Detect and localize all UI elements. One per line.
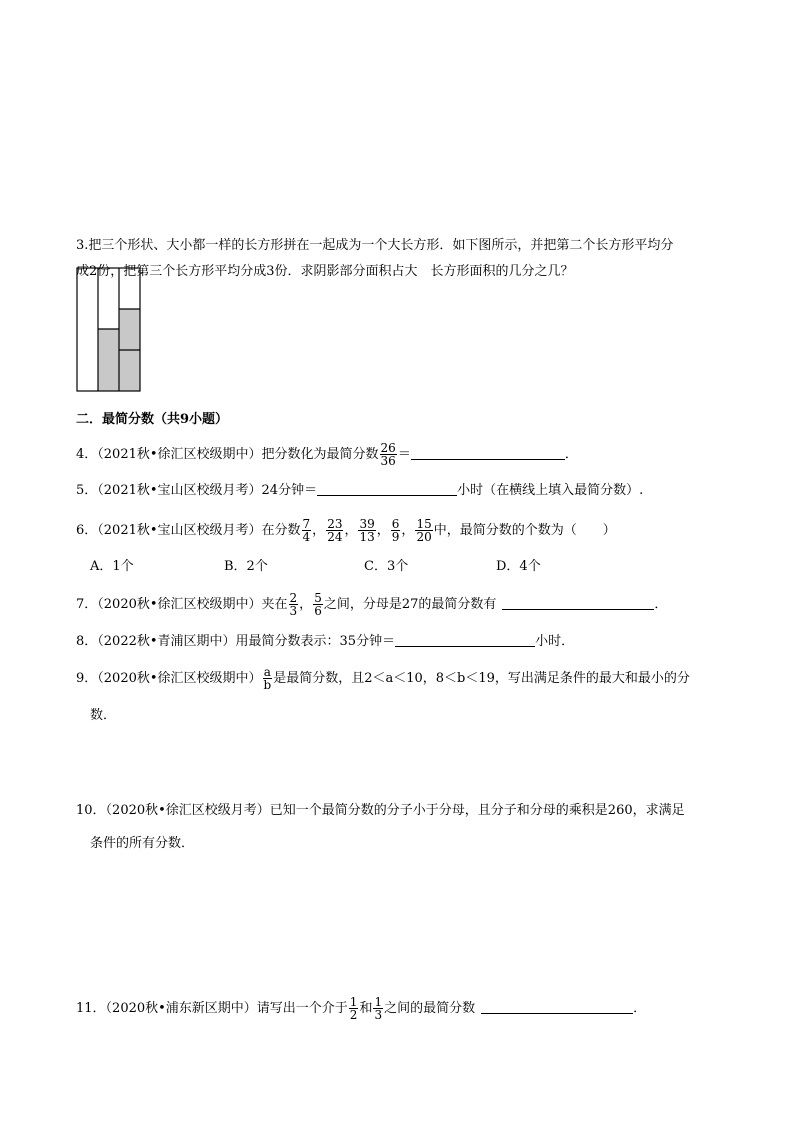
q3-rectangle-figure	[76, 267, 142, 393]
q6-option-c[interactable]: C．3个	[364, 559, 409, 574]
q11: 11．（2020秋•浦东新区期中）请写出一个介于 $\frac{1}{2}$ 和 $\frac{1}{3}$ 之间的最简分数 ．	[76, 995, 647, 1022]
q11-text: 11．（2020秋•浦东新区期中）请写出一个介于	[76, 1001, 348, 1016]
q3-line2: 成2份，把第三个长方形平均分成3份．求阴影部分面积占大 长方形面积的几分之几？	[76, 264, 574, 279]
q7-answer-blank[interactable]	[502, 595, 654, 610]
q6-option-b[interactable]: B．2个	[224, 559, 268, 574]
q7: 7．（2020秋•徐汇区校级期中）夹在 $\frac{2}{3}$ ， $\frac{5}{6}$ 之间，分母是27的最简分数有 ．	[76, 591, 668, 618]
shade-rect-3a	[119, 309, 140, 350]
q4: 4．（2021秋•徐汇区校级期中）把分数化为最简分数 $\frac{26}{36}$ ＝ ．	[76, 441, 578, 468]
shade-rect-3b	[119, 350, 140, 391]
q5-text: 5．（2021秋•宝山区校级月考）24分钟＝	[76, 483, 318, 498]
q7-text: 7．（2020秋•徐汇区校级期中）夹在	[76, 597, 288, 612]
q8-text: 8．（2022秋•青浦区期中）用最简分数表示：35分钟＝	[76, 634, 396, 649]
q6-option-d[interactable]: D．4个	[496, 559, 541, 574]
q6-options	[90, 557, 541, 577]
q8: 8．（2022秋•青浦区期中）用最简分数表示：35分钟＝ 小时．	[76, 634, 575, 649]
q9-text: 9．（2020秋•徐汇区校级期中）	[76, 671, 262, 686]
q5: 5．（2021秋•宝山区校级月考）24分钟＝ 小时（在横线上填入最简分数）.	[76, 483, 644, 498]
q4-text: 4．（2021秋•徐汇区校级期中）把分数化为最简分数	[76, 447, 379, 462]
q6: 6．（2021秋•宝山区校级月考）在分数 $\frac{7}{4}$ ， $\frac{23}{24}$ ， $\frac{39}{13}$ ， $\frac{6}{9}$ ， $\frac{15}{20}$ 中，最简分数的个数为（ ）	[76, 517, 616, 544]
q10-line2: 条件的所有分数．	[90, 836, 195, 851]
q6-text: 6．（2021秋•宝山区校级月考）在分数	[76, 523, 301, 538]
q9: 9．（2020秋•徐汇区校级期中） $\frac{a}{b}$ 是最简分数，且2＜a＜10，8＜b＜19，写出满足条件的最大和最小的分	[76, 665, 690, 692]
q4-fraction: $\frac{26}{36}$	[380, 441, 396, 468]
q5-answer-blank[interactable]	[317, 481, 457, 496]
q9-line2: 数．	[90, 708, 117, 723]
q8-answer-blank[interactable]	[395, 632, 535, 647]
q3-line1: 3.把三个形状、大小都一样的长方形拼在一起成为一个大长方形．如下图所示，并把第二个长方形平均分	[76, 238, 674, 253]
q6-option-a[interactable]: A．1个	[90, 559, 134, 574]
q4-answer-blank[interactable]	[411, 445, 565, 460]
q10-line1: 10．（2020秋•徐汇区校级月考）已知一个最简分数的分子小于分母，且分子和分母的乘积是260，求满足	[76, 803, 685, 818]
q11-answer-blank[interactable]	[481, 999, 633, 1014]
section-title: 二．最简分数（共9小题）	[76, 412, 229, 427]
shade-rect-2	[98, 329, 119, 391]
